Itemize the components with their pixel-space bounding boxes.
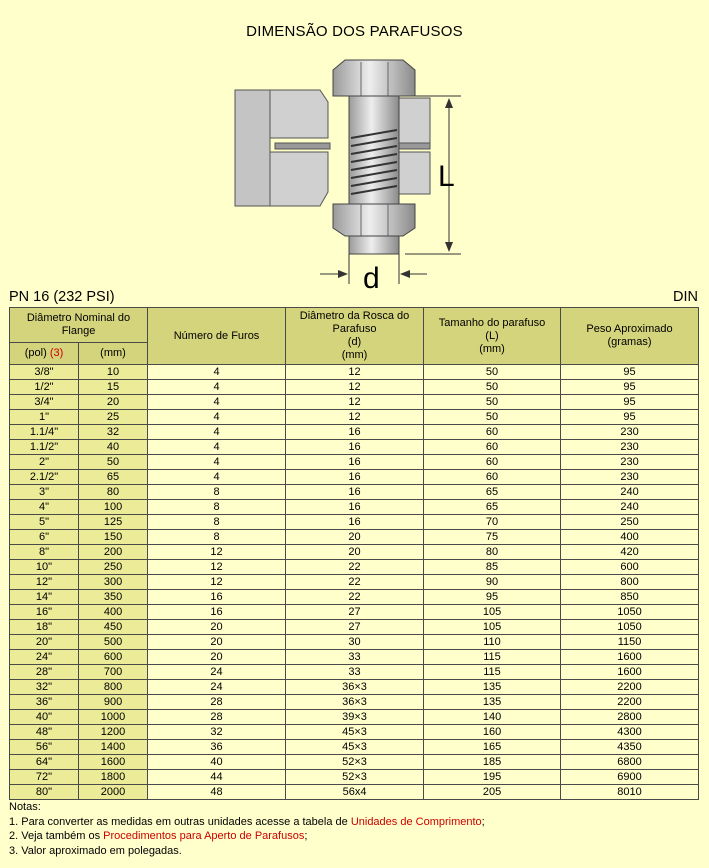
table-cell: 1" (10, 410, 79, 425)
table-cell: 1.1/2" (10, 440, 79, 455)
table-cell: 165 (424, 740, 561, 755)
table-row (10, 395, 699, 410)
table-row (10, 725, 699, 740)
table-cell: 4350 (561, 740, 699, 755)
table-cell: 39×3 (286, 710, 424, 725)
table-cell: 105 (424, 605, 561, 620)
table-cell: 22 (286, 590, 424, 605)
table-cell: 95 (561, 395, 699, 410)
table-cell: 230 (561, 440, 699, 455)
table-cell: 140 (424, 710, 561, 725)
table-cell: 100 (79, 500, 148, 515)
table-row (10, 770, 699, 785)
table-cell: 12 (148, 560, 286, 575)
table-cell: 4 (148, 365, 286, 380)
table-cell: 12 (286, 380, 424, 395)
table-row (10, 635, 699, 650)
table-cell: 2200 (561, 680, 699, 695)
note-ref-3: (3) (49, 347, 64, 359)
header-weight: Peso Aproximado (gramas) (561, 308, 699, 365)
table-row (10, 590, 699, 605)
table-row (10, 575, 699, 590)
table-row (10, 365, 699, 380)
table-cell: 50 (79, 455, 148, 470)
table-cell: 4 (148, 410, 286, 425)
table-row (10, 500, 699, 515)
table-cell: 250 (79, 560, 148, 575)
table-cell: 95 (424, 590, 561, 605)
header-nominal-diameter: Diâmetro Nominal do Flange (10, 308, 148, 343)
table-cell: 52×3 (286, 770, 424, 785)
table-cell: 12 (286, 410, 424, 425)
table-cell: 1600 (561, 665, 699, 680)
table-cell: 16 (286, 455, 424, 470)
table-cell: 350 (79, 590, 148, 605)
table-cell: 40 (148, 755, 286, 770)
table-cell: 14" (10, 590, 79, 605)
table-cell: 800 (561, 575, 699, 590)
table-cell: 20 (148, 650, 286, 665)
table-cell: 65 (424, 485, 561, 500)
table-cell: 230 (561, 470, 699, 485)
table-row (10, 455, 699, 470)
table-row (10, 650, 699, 665)
table-row (10, 785, 699, 800)
table-cell: 1800 (79, 770, 148, 785)
table-cell: 3" (10, 485, 79, 500)
table-cell: 1600 (79, 755, 148, 770)
table-cell: 30 (286, 635, 424, 650)
table-cell: 500 (79, 635, 148, 650)
table-cell: 27 (286, 605, 424, 620)
table-cell: 300 (79, 575, 148, 590)
notes (9, 800, 485, 858)
notes-heading: Notas: (9, 801, 41, 813)
bolt-tightening-link[interactable]: Procedimentos para Aperto de Parafusos (103, 830, 305, 842)
table-cell: 75 (424, 530, 561, 545)
table-row (10, 410, 699, 425)
table-cell: 25 (79, 410, 148, 425)
table-cell: 16 (148, 605, 286, 620)
header-thread-diameter: Diâmetro da Rosca do Parafuso (d) (mm) (286, 308, 424, 365)
table-row (10, 560, 699, 575)
table-cell: 8 (148, 515, 286, 530)
table-cell: 60 (424, 425, 561, 440)
table-cell: 10 (79, 365, 148, 380)
table-cell: 50 (424, 365, 561, 380)
table-cell: 27 (286, 620, 424, 635)
table-cell: 65 (79, 470, 148, 485)
table-cell: 2200 (561, 695, 699, 710)
table-cell: 90 (424, 575, 561, 590)
table-row (10, 530, 699, 545)
table-cell: 10" (10, 560, 79, 575)
table-cell: 56x4 (286, 785, 424, 800)
table-cell: 33 (286, 650, 424, 665)
table-cell: 240 (561, 485, 699, 500)
table-cell: 5" (10, 515, 79, 530)
table-cell: 95 (561, 380, 699, 395)
table-cell: 18" (10, 620, 79, 635)
table-cell: 6" (10, 530, 79, 545)
table-row (10, 620, 699, 635)
table-cell: 95 (561, 365, 699, 380)
table-cell: 450 (79, 620, 148, 635)
table-row (10, 740, 699, 755)
table-row (10, 470, 699, 485)
table-cell: 32 (148, 725, 286, 740)
table-cell: 4300 (561, 725, 699, 740)
table-cell: 60 (424, 440, 561, 455)
table-cell: 48 (148, 785, 286, 800)
table-cell: 2.1/2" (10, 470, 79, 485)
header-pol: (pol) (3) (10, 343, 79, 365)
table-cell: 4" (10, 500, 79, 515)
table-cell: 45×3 (286, 740, 424, 755)
table-cell: 230 (561, 455, 699, 470)
table-cell: 4 (148, 440, 286, 455)
table-cell: 150 (79, 530, 148, 545)
table-cell: 1400 (79, 740, 148, 755)
standard-caption: DIN (673, 289, 698, 305)
table-cell: 24 (148, 680, 286, 695)
length-units-link[interactable]: Unidades de Comprimento (350, 815, 482, 828)
table-cell: 160 (424, 725, 561, 740)
note-2: 2. Veja também os Procedimentos para Aperto de Parafusos; (9, 830, 308, 842)
table-cell: 52×3 (286, 755, 424, 770)
table-cell: 1/2" (10, 380, 79, 395)
table-cell: 72" (10, 770, 79, 785)
table-cell: 60 (424, 455, 561, 470)
table-cell: 50 (424, 395, 561, 410)
table-row (10, 485, 699, 500)
table-cell: 33 (286, 665, 424, 680)
table-cell: 48" (10, 725, 79, 740)
table-cell: 64" (10, 755, 79, 770)
table-cell: 20 (79, 395, 148, 410)
table-cell: 4 (148, 380, 286, 395)
table-cell: 32 (79, 425, 148, 440)
table-cell: 3/8" (10, 365, 79, 380)
table-cell: 4 (148, 425, 286, 440)
header-bolt-length: Tamanho do parafuso (L) (mm) (424, 308, 561, 365)
pressure-class-caption: PN 16 (232 PSI) (9, 289, 115, 305)
table-cell: 135 (424, 695, 561, 710)
table-cell: 36×3 (286, 695, 424, 710)
table-cell: 16" (10, 605, 79, 620)
table-cell: 95 (561, 410, 699, 425)
table-cell: 800 (79, 680, 148, 695)
length-label: L (438, 160, 455, 193)
table-cell: 20 (148, 620, 286, 635)
table-cell: 12 (286, 365, 424, 380)
table-cell: 22 (286, 575, 424, 590)
table-cell: 44 (148, 770, 286, 785)
table-cell: 36 (148, 740, 286, 755)
table-cell: 40 (79, 440, 148, 455)
table-row (10, 605, 699, 620)
table-cell: 4 (148, 470, 286, 485)
table-cell: 900 (79, 695, 148, 710)
note-1: 1. Para converter as medidas em outras unidades acesse a tabela de Unidades de Comprimento; (9, 815, 485, 828)
table-cell: 8 (148, 500, 286, 515)
table-cell: 6900 (561, 770, 699, 785)
table-cell: 8 (148, 485, 286, 500)
table-cell: 12" (10, 575, 79, 590)
table-cell: 4 (148, 455, 286, 470)
bolt-diagram (225, 58, 495, 290)
table-cell: 1150 (561, 635, 699, 650)
table-cell: 8010 (561, 785, 699, 800)
table-cell: 12 (148, 575, 286, 590)
table-cell: 600 (561, 560, 699, 575)
table-cell: 6800 (561, 755, 699, 770)
table-cell: 56" (10, 740, 79, 755)
table-cell: 45×3 (286, 725, 424, 740)
table-row (10, 440, 699, 455)
table-cell: 16 (286, 425, 424, 440)
table-cell: 70 (424, 515, 561, 530)
table-cell: 32" (10, 680, 79, 695)
table-row (10, 680, 699, 695)
table-cell: 60 (424, 470, 561, 485)
table-row (10, 425, 699, 440)
table-cell: 80 (424, 545, 561, 560)
note-3: 3. Valor aproximado em polegadas. (9, 844, 182, 857)
header-mm: (mm) (79, 343, 148, 365)
table-cell: 850 (561, 590, 699, 605)
table-row (10, 545, 699, 560)
table-cell: 16 (286, 470, 424, 485)
table-cell: 28" (10, 665, 79, 680)
table-cell: 2800 (561, 710, 699, 725)
table-cell: 20 (286, 545, 424, 560)
table-cell: 15 (79, 380, 148, 395)
table-row (10, 380, 699, 395)
table-cell: 40" (10, 710, 79, 725)
table-cell: 65 (424, 500, 561, 515)
table-cell: 195 (424, 770, 561, 785)
table-cell: 50 (424, 380, 561, 395)
table-cell: 1600 (561, 650, 699, 665)
table-cell: 8" (10, 545, 79, 560)
table-row (10, 665, 699, 680)
table-cell: 185 (424, 755, 561, 770)
table-cell: 16 (286, 485, 424, 500)
table-cell: 4 (148, 395, 286, 410)
table-cell: 1.1/4" (10, 425, 79, 440)
table-cell: 24 (148, 665, 286, 680)
table-cell: 36×3 (286, 680, 424, 695)
table-cell: 115 (424, 650, 561, 665)
table-cell: 16 (148, 590, 286, 605)
header-holes: Número de Furos (148, 308, 286, 365)
table-cell: 12 (286, 395, 424, 410)
table-cell: 1050 (561, 620, 699, 635)
table-cell: 1050 (561, 605, 699, 620)
table-cell: 16 (286, 500, 424, 515)
table-cell: 28 (148, 710, 286, 725)
table-cell: 125 (79, 515, 148, 530)
table-cell: 16 (286, 515, 424, 530)
table-cell: 80 (79, 485, 148, 500)
page-title: DIMENSÃO DOS PARAFUSOS (246, 23, 463, 40)
table-cell: 85 (424, 560, 561, 575)
table-cell: 3/4" (10, 395, 79, 410)
table-cell: 200 (79, 545, 148, 560)
table-cell: 20" (10, 635, 79, 650)
table-cell: 36" (10, 695, 79, 710)
table-cell: 400 (561, 530, 699, 545)
table-cell: 12 (148, 545, 286, 560)
bolt-dimension-table (9, 307, 699, 800)
table-cell: 28 (148, 695, 286, 710)
table-cell: 1000 (79, 710, 148, 725)
table-row (10, 515, 699, 530)
table-cell: 2" (10, 455, 79, 470)
table-cell: 2000 (79, 785, 148, 800)
table-cell: 420 (561, 545, 699, 560)
table-cell: 50 (424, 410, 561, 425)
table-cell: 240 (561, 500, 699, 515)
table-row (10, 755, 699, 770)
table-cell: 110 (424, 635, 561, 650)
table-cell: 20 (286, 530, 424, 545)
table-cell: 16 (286, 440, 424, 455)
table-cell: 80" (10, 785, 79, 800)
table-cell: 250 (561, 515, 699, 530)
table-cell: 20 (148, 635, 286, 650)
table-cell: 400 (79, 605, 148, 620)
table-cell: 8 (148, 530, 286, 545)
table-cell: 700 (79, 665, 148, 680)
table-cell: 105 (424, 620, 561, 635)
table-cell: 115 (424, 665, 561, 680)
diameter-label: d (363, 262, 380, 290)
table-cell: 135 (424, 680, 561, 695)
table-cell: 22 (286, 560, 424, 575)
table-row (10, 695, 699, 710)
table-cell: 600 (79, 650, 148, 665)
table-cell: 1200 (79, 725, 148, 740)
table-cell: 230 (561, 425, 699, 440)
table-cell: 205 (424, 785, 561, 800)
table-row (10, 710, 699, 725)
table-cell: 24" (10, 650, 79, 665)
